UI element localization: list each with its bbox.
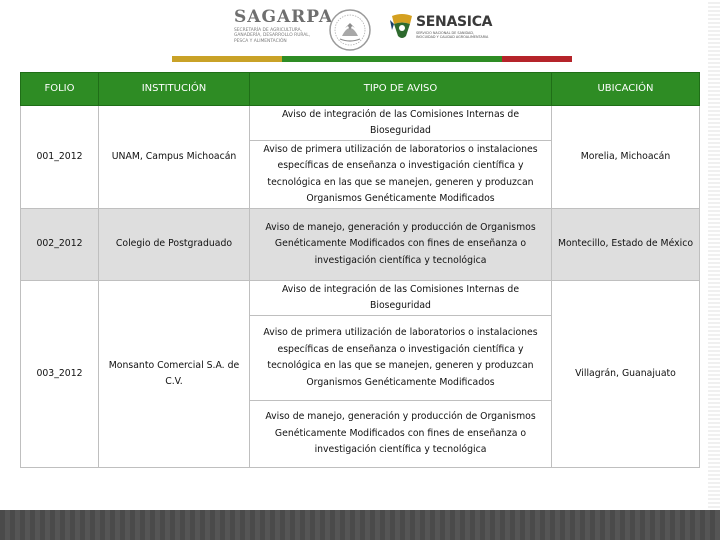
sagarpa-title: SAGARPA bbox=[234, 7, 334, 27]
aviso-cell: Aviso de primera utilización de laboratorios o instalaciones específicas de enseñanza o investigación científica y tecnológica en las que se manejen, generen y produzcan Organismos Genéticamente Modificados bbox=[250, 316, 552, 401]
table-row bbox=[21, 281, 700, 316]
right-decorative-edge bbox=[708, 0, 720, 510]
aviso-cell: Aviso de manejo, generación y producción de Organismos Genéticamente Modificados con fines de enseñanza o investigación científica y tecnológica bbox=[250, 209, 552, 281]
institucion-cell: Colegio de Postgraduado bbox=[99, 209, 250, 281]
folio-cell: 003_2012 bbox=[21, 281, 99, 468]
aviso-cell: Aviso de primera utilización de laboratorios o instalaciones específicas de enseñanza o investigación científica y tecnológica en las que se manejen, generen y produzcan Organismos Genéticamente Modificados bbox=[250, 141, 552, 209]
footer-bar bbox=[0, 510, 720, 540]
institucion-cell: UNAM, Campus Michoacán bbox=[99, 106, 250, 209]
mexico-seal-icon bbox=[328, 8, 372, 52]
folio-cell: 001_2012 bbox=[21, 106, 99, 209]
color-strip-gold bbox=[172, 56, 282, 62]
color-strip-green bbox=[282, 56, 502, 62]
aviso-cell: Aviso de manejo, generación y producción de Organismos Genéticamente Modificados con fines de enseñanza o investigación científica y tecnológica bbox=[250, 401, 552, 468]
column-header-tipo-aviso: TIPO DE AVISO bbox=[250, 73, 552, 106]
senasica-title: SENASICA bbox=[416, 14, 493, 30]
aviso-cell: Aviso de integración de las Comisiones Internas de Bioseguridad bbox=[250, 106, 552, 141]
senasica-emblem-icon bbox=[388, 12, 416, 44]
table-header-row bbox=[21, 73, 700, 106]
sagarpa-logo bbox=[234, 7, 334, 52]
folio-cell: 002_2012 bbox=[21, 209, 99, 281]
column-header-ubicacion: UBICACIÓN bbox=[552, 73, 700, 106]
institucion-cell: Monsanto Comercial S.A. de C.V. bbox=[99, 281, 250, 468]
ubicacion-cell: Montecillo, Estado de México bbox=[552, 209, 700, 281]
senasica-subtitle: SERVICIO NACIONAL DE SANIDAD, INOCUIDAD Y CALIDAD AGROALIMENTARIA bbox=[416, 31, 489, 39]
color-strip-red bbox=[502, 56, 572, 62]
aviso-cell: Aviso de integración de las Comisiones Internas de Bioseguridad bbox=[250, 281, 552, 316]
column-header-folio: FOLIO bbox=[21, 73, 99, 106]
avisos-table bbox=[20, 72, 700, 468]
ubicacion-cell: Villagrán, Guanajuato bbox=[552, 281, 700, 468]
table-row bbox=[21, 106, 700, 141]
senasica-logo bbox=[388, 12, 492, 46]
table-row bbox=[21, 209, 700, 281]
ubicacion-cell: Morelia, Michoacán bbox=[552, 106, 700, 209]
column-header-institucion: INSTITUCIÓN bbox=[99, 73, 250, 106]
sagarpa-subtitle: SECRETARÍA DE AGRICULTURA, GANADERÍA, DESARROLLO RURAL, PESCA Y ALIMENTACIÓN bbox=[234, 28, 311, 44]
